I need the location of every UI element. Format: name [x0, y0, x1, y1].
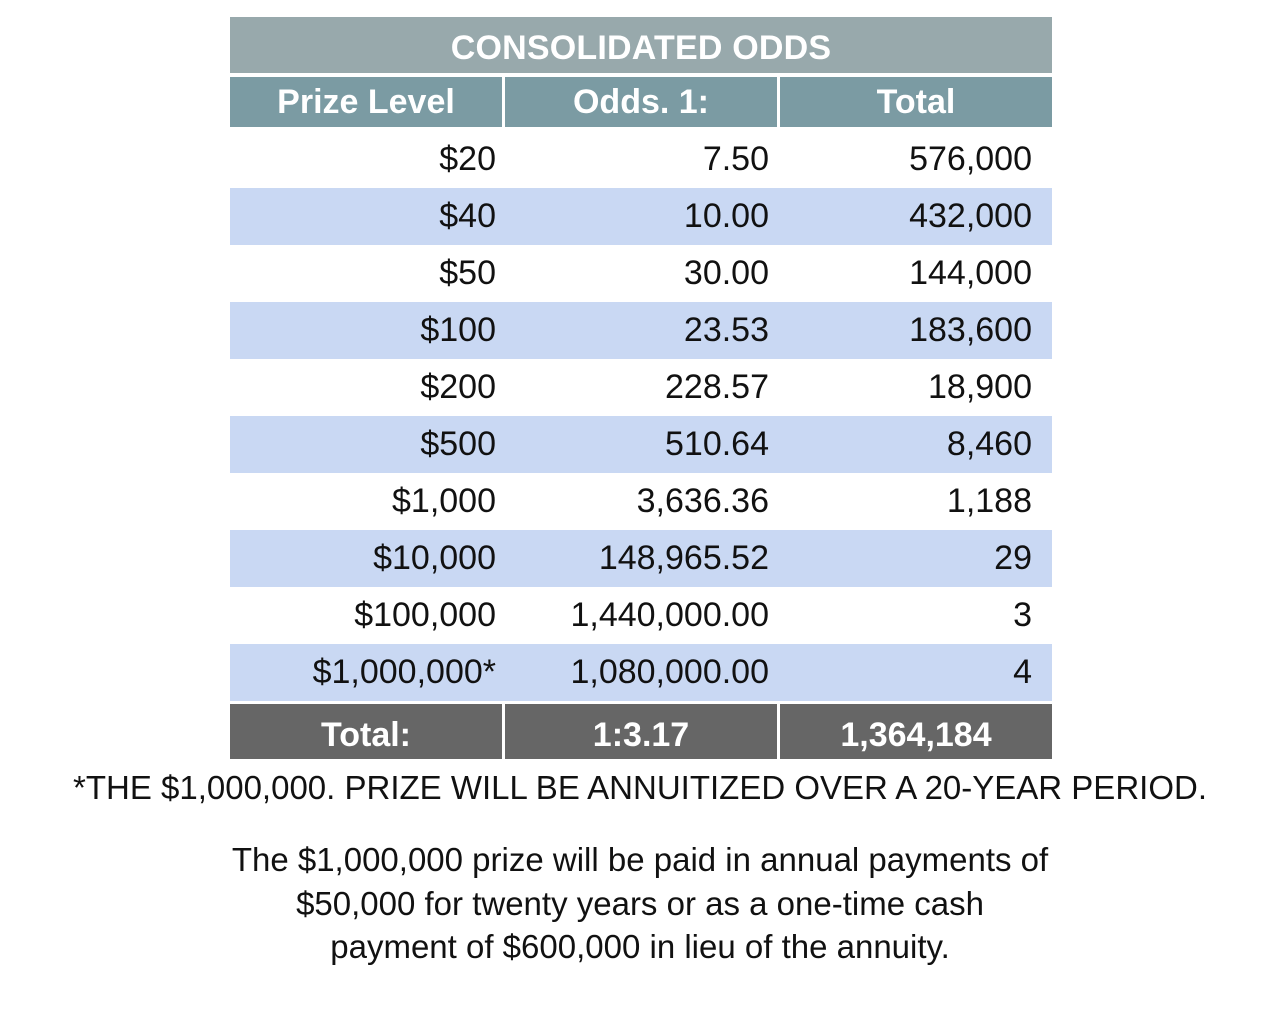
odds-cell: 510.64 [665, 425, 769, 463]
prize-cell: $10,000 [373, 539, 496, 577]
total-cell: 183,600 [909, 311, 1032, 349]
table-row [230, 302, 1052, 359]
table-row [230, 131, 1052, 188]
header-prize-level: Prize Level [230, 77, 502, 127]
total-cell: 1,188 [946, 482, 1032, 520]
odds-cell: 10.00 [683, 197, 769, 235]
total-cell: 18,900 [928, 368, 1032, 406]
header-odds: Odds. 1: [505, 77, 777, 127]
table-row [230, 587, 1052, 644]
total-cell: 3 [1013, 596, 1032, 634]
table-header-row [230, 77, 1052, 127]
table-total-row [230, 704, 1052, 759]
table-row [230, 473, 1052, 530]
odds-cell: 1,080,000.00 [570, 653, 769, 691]
prize-cell: $100,000 [354, 596, 496, 634]
consolidated-odds-table [230, 17, 1052, 759]
odds-cell: 7.50 [702, 140, 769, 178]
total-cell: 8,460 [946, 425, 1032, 463]
prize-cell: $1,000,000* [312, 653, 496, 691]
total-cell: 29 [994, 539, 1032, 577]
total-cell: 4 [1013, 653, 1032, 691]
prize-cell: $20 [439, 140, 496, 178]
total-cell: 576,000 [909, 140, 1032, 178]
total-count: 1,364,184 [780, 704, 1052, 759]
total-label: Total: [230, 704, 502, 759]
annuity-footnote: *THE $1,000,000. PRIZE WILL BE ANNUITIZED OVER A 20-YEAR PERIOD. [72, 769, 1207, 806]
table-row [230, 644, 1052, 701]
prize-cell: $200 [420, 368, 496, 406]
table-row [230, 530, 1052, 587]
total-cell: 432,000 [909, 197, 1032, 235]
table-row [230, 245, 1052, 302]
odds-cell: 3,636.36 [636, 482, 769, 520]
prize-cell: $1,000 [392, 482, 496, 520]
table-row [230, 416, 1052, 473]
table-body [230, 131, 1052, 701]
total-cell: 144,000 [909, 254, 1032, 292]
header-total: Total [780, 77, 1052, 127]
table-row [230, 188, 1052, 245]
odds-cell: 228.57 [665, 368, 769, 406]
table-title: CONSOLIDATED ODDS [230, 17, 1052, 73]
prize-cell: $50 [439, 254, 496, 292]
prize-cell: $500 [420, 425, 496, 463]
odds-cell: 1,440,000.00 [570, 596, 769, 634]
odds-cell: 148,965.52 [598, 539, 769, 577]
table-row [230, 359, 1052, 416]
odds-cell: 23.53 [683, 311, 769, 349]
odds-cell: 30.00 [683, 254, 769, 292]
prize-cell: $100 [420, 311, 496, 349]
total-odds: 1:3.17 [505, 704, 777, 759]
prize-cell: $40 [439, 197, 496, 235]
payment-explanation: The $1,000,000 prize will be paid in annual payments of $50,000 for twenty years or as a one-time cash payment of $600,000 in lieu of the annuity. [231, 841, 1049, 965]
